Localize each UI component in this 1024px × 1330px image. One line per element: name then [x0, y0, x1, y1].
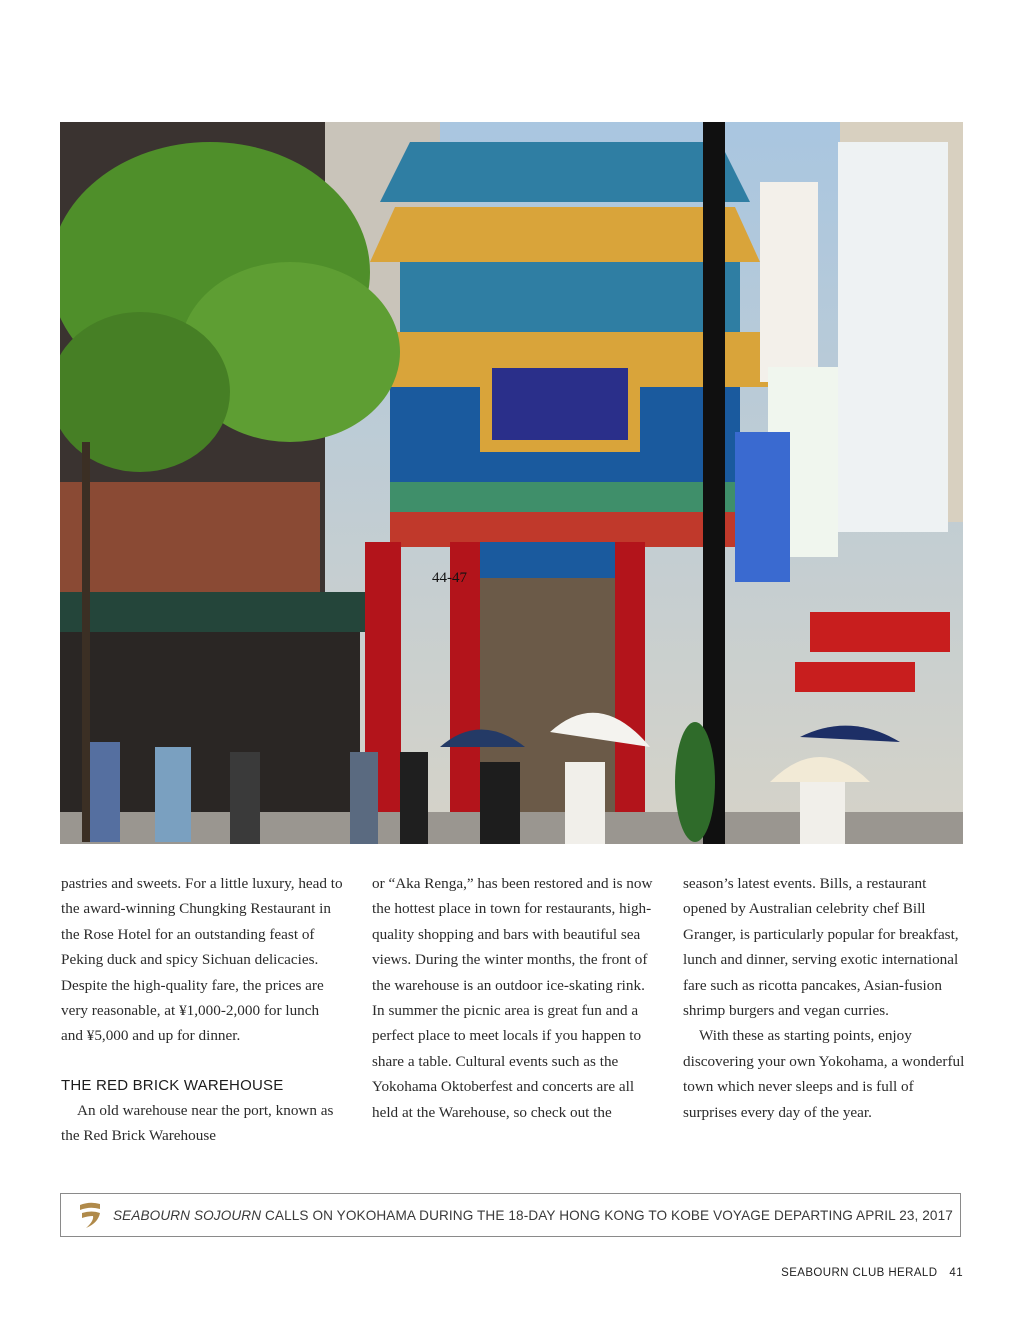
paragraph: season’s latest events. Bills, a restaurant opened by Australian celebrity chef Bill Granger, is particularly popular for breakfast, lunch and dinner, serving exotic international fare such as ricotta pancakes, Asian-fusion shrimp burgers and vegan curries.	[683, 875, 959, 1020]
publication-name: SEABOURN CLUB HERALD	[781, 1267, 938, 1279]
page-number: 41	[949, 1267, 963, 1279]
ship-name: SEABOURN SOJOURN	[113, 1207, 262, 1223]
page-footer	[781, 1267, 963, 1279]
callout-body: CALLS ON YOKOHAMA DURING THE 18-DAY HONG KONG TO KOBE VOYAGE DEPARTING APRIL 23, 2017	[261, 1207, 953, 1223]
text-column-3	[683, 871, 965, 1125]
text-column-1	[61, 871, 343, 1149]
paragraph: With these as starting points, enjoy discovering your own Yokohama, a wonderful town which never sleeps and is full of surprises every day of the year.	[683, 1027, 965, 1121]
paragraph: pastries and sweets. For a little luxury, head to the award-winning Chungking Restaurant in the Rose Hotel for an outstanding feast of Peking duck and spicy Sichuan delicacies. Despite the high-quality fare, the prices are very reasonable, at ¥1,000-2,000 for lunch and ¥5,000 and up for dinner.	[61, 875, 343, 1045]
paragraph: or “Aka Renga,” has been restored and is now the hottest place in town for restaurants, high-quality shopping and bars with beautiful sea views. During the winter months, the front of the warehouse is an outdoor ice-skating rink. In summer the picnic area is great fun and a perfect place to meet locals if you happen to share a table. Cultural events such as the Yokohama Oktoberfest and concerts are all held at the Warehouse, so check out the	[372, 875, 653, 1121]
text-column-2	[372, 871, 654, 1125]
voyage-callout-text	[113, 1208, 953, 1223]
chinatown-gate-photo	[60, 122, 963, 844]
section-heading: THE RED BRICK WAREHOUSE	[61, 1076, 284, 1094]
seabourn-logo-icon	[78, 1201, 102, 1229]
paragraph: An old warehouse near the port, known as the Red Brick Warehouse	[61, 1101, 334, 1145]
voyage-callout-box	[60, 1193, 961, 1237]
photo-overlay-label: 44-47	[432, 570, 467, 586]
